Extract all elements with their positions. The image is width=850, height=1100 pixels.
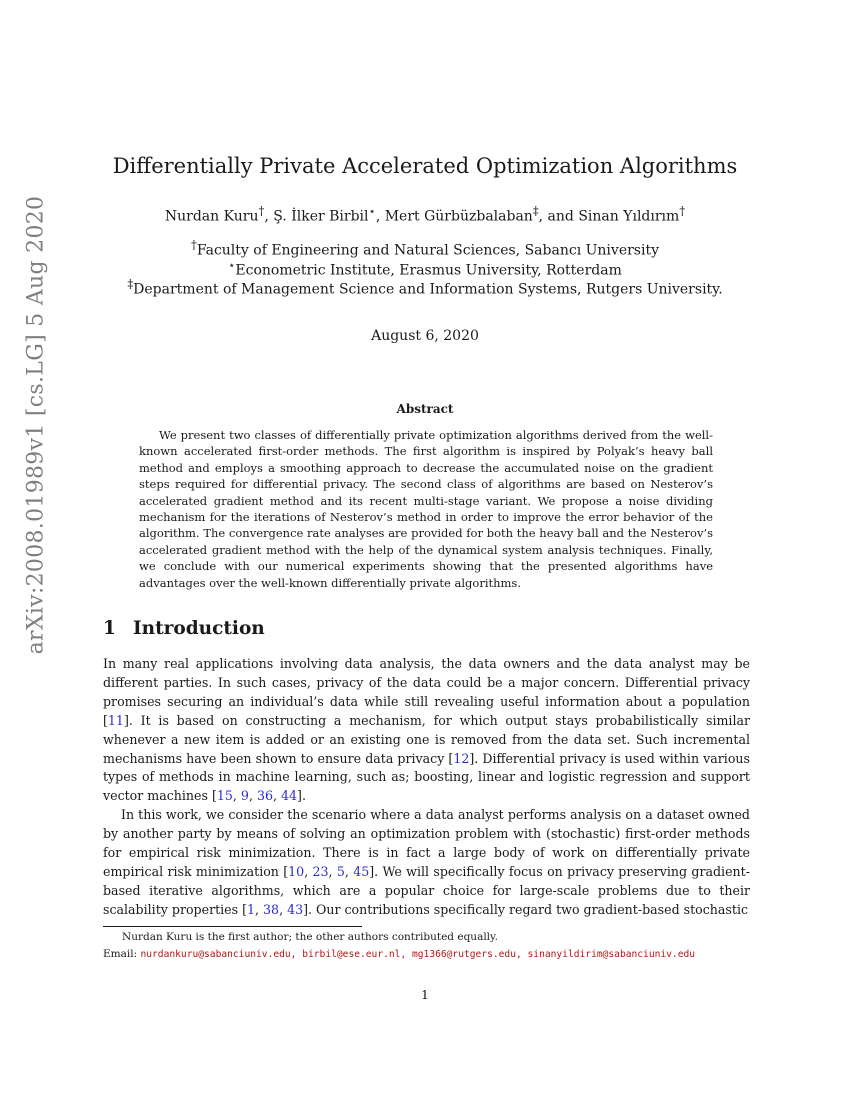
author-name: Mert Gürbüzbalaban bbox=[384, 208, 533, 225]
arxiv-identifier: arXiv:2008.01989v1 [cs.LG] 5 Aug 2020 bbox=[23, 195, 49, 655]
citation-link[interactable]: 38 bbox=[263, 901, 280, 917]
abstract-body: We present two classes of differentially private optimization algorithms derived from the well-known accelerated first-order methods. The first algorithm is inspired by Polyak’s heavy ball method and employs a smoothing approach to decrease the accumulated noise on the gradient steps required for differential privacy. The second class of algorithms are based on Nesterov’s accelerated gradient method and its recent multi-stage variant. We propose a noise dividing mechanism for the iterations of Nesterov’s method in order to improve the error behavior of the algorithm. The convergence rate analyses are provided for both the heavy ball and the Nesterov’s accelerated gradient method with the help of the dynamical system analysis techniques. Finally, we conclude with our numerical experiments showing that the presented algorithms have advantages over the well-known differentially private algorithms. bbox=[139, 428, 713, 590]
citation-link[interactable]: 23 bbox=[312, 863, 329, 879]
section-title: Introduction bbox=[133, 618, 265, 639]
section-number: 1 bbox=[103, 618, 116, 639]
section-heading bbox=[103, 618, 265, 639]
email-link[interactable]: sinanyildirim@sabanciuniv.edu bbox=[527, 949, 696, 960]
footnote-emails: Email: nurdankuru@sabanciuniv.edu, birbil@ese.eur.nl, mg1366@rutgers.edu, sinanyildirim@sabanciuniv.edu bbox=[103, 948, 696, 960]
author-name: Nurdan Kuru bbox=[164, 208, 259, 225]
citation-link[interactable]: 45 bbox=[353, 863, 370, 879]
affiliation-mark: † bbox=[191, 238, 197, 252]
affiliation-line bbox=[0, 258, 850, 279]
author-name: Sinan Yıldırım bbox=[578, 208, 680, 225]
author-name: Ş. İlker Birbil bbox=[273, 208, 369, 225]
affiliation-mark: ‡ bbox=[127, 277, 134, 291]
email-label: Email: bbox=[103, 948, 141, 960]
affiliation-text: Department of Management Science and Information Systems, Rutgers University. bbox=[133, 281, 723, 298]
citation-link[interactable]: 36 bbox=[256, 788, 273, 804]
paper-title: Differentially Private Accelerated Optimization Algorithms bbox=[112, 154, 738, 178]
intro-paragraph-1: In many real applications involving data analysis, the data owners and the data analyst may be different parties. In such cases, privacy of the data could be a major concern. Differential privacy promises securing an individual’s data while still revealing useful information about a population [11]. It is based on constructing a mechanism, for which output stays probabilistically similar whenever a new item is added or an existing one is removed from the data set. Such incremental mechanisms have been shown to ensure data privacy [12]. Differential privacy is used within various types of methods in machine learning, such as; boosting, linear and logistic regression and support vector machines [15, 9, 36, 44]. bbox=[103, 656, 750, 804]
affiliation-text: Econometric Institute, Erasmus University, Rotterdam bbox=[235, 262, 622, 279]
email-link[interactable]: nurdankuru@sabanciuniv.edu bbox=[140, 949, 291, 960]
abstract-heading: Abstract bbox=[396, 402, 454, 416]
footnote-divider bbox=[103, 926, 362, 927]
affiliation-line bbox=[0, 238, 850, 259]
author-mark: ‡ bbox=[532, 204, 539, 218]
intro-paragraph-2: In this work, we consider the scenario where a data analyst performs analysis on a dataset owned by another party by means of solving an optimization problem with (stochastic) first-order methods for empirical risk minimization. There is in fact a large body of work on differentially private empirical risk minimization [10, 23, 5, 45]. We will specifically focus on privacy preserving gradient-based iterative algorithms, which are a popular choice for large-scale problems due to their scalability properties [1, 38, 43]. Our contributions specifically regard two gradient-based stochastic bbox=[103, 807, 750, 917]
publication-date: August 6, 2020 bbox=[371, 328, 479, 344]
citation-link[interactable]: 5 bbox=[336, 863, 345, 879]
author-list: Nurdan Kuru†, Ş. İlker Birbil⋆, Mert Gürbüzbalaban‡, and Sinan Yıldırım† bbox=[164, 204, 686, 225]
citation-link[interactable]: 43 bbox=[287, 901, 304, 917]
citation-link[interactable]: 1 bbox=[247, 901, 256, 917]
email-link[interactable]: birbil@ese.eur.nl bbox=[302, 949, 401, 960]
page-number: 1 bbox=[421, 987, 429, 1002]
citation-link[interactable]: 44 bbox=[281, 788, 298, 804]
affiliation-line bbox=[0, 277, 850, 298]
email-link[interactable]: mg1366@rutgers.edu bbox=[412, 949, 516, 960]
citation-link[interactable]: 10 bbox=[288, 863, 305, 879]
footnote-author-note: Nurdan Kuru is the first author; the other authors contributed equally. bbox=[122, 931, 498, 943]
citation-link[interactable]: 12 bbox=[453, 750, 470, 766]
citation-link[interactable]: 15 bbox=[216, 788, 233, 804]
arxiv-sidebar-stamp bbox=[16, 95, 56, 755]
citation-link[interactable]: 9 bbox=[240, 788, 249, 804]
author-mark: ⋆ bbox=[368, 204, 376, 218]
affiliation-mark: ⋆ bbox=[228, 258, 236, 272]
citation-link[interactable]: 11 bbox=[107, 712, 124, 728]
author-mark: † bbox=[679, 204, 686, 218]
affiliation-text: Faculty of Engineering and Natural Sciences, Sabancı University bbox=[196, 242, 659, 259]
author-mark: † bbox=[258, 204, 265, 218]
